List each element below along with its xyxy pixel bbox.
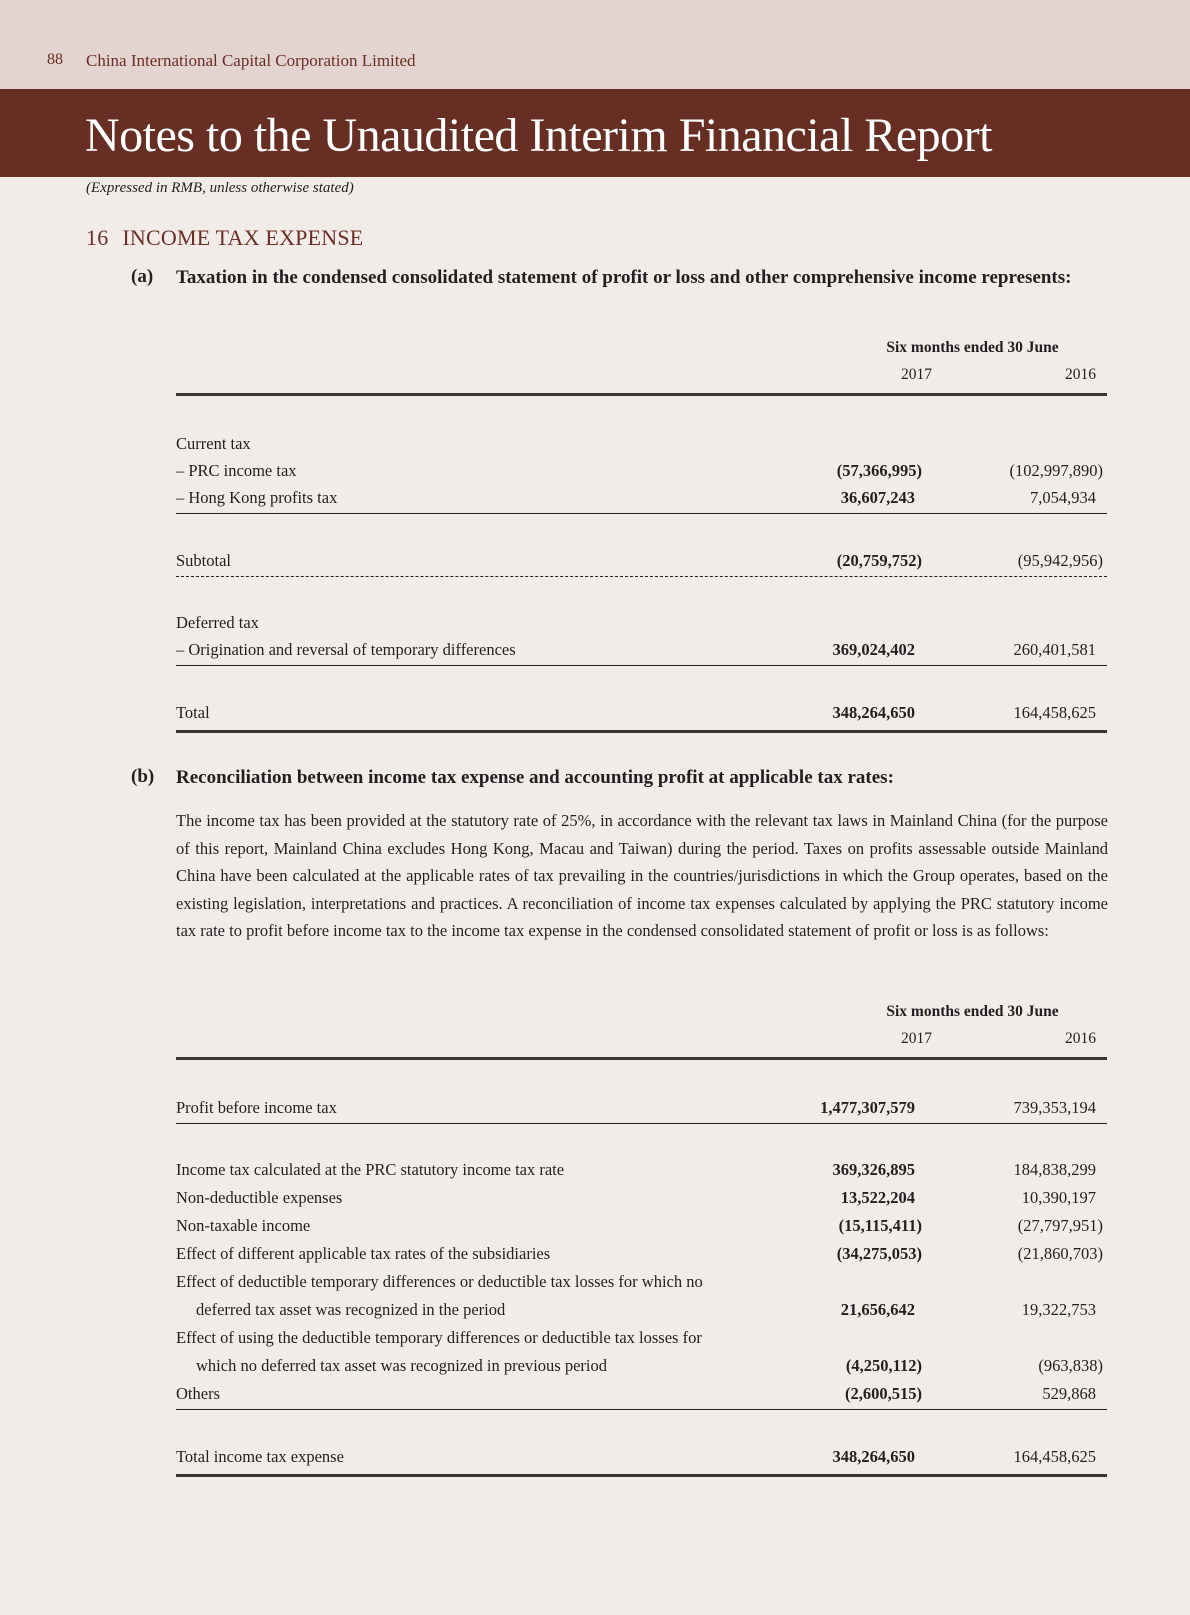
table-row: Total income tax expense 348,264,650 164,458,625 (176, 1447, 1096, 1466)
currency-note: (Expressed in RMB, unless otherwise stated) (86, 180, 354, 196)
year-2017-header: 2017 (901, 1030, 932, 1047)
table-row: Profit before income tax 1,477,307,579 739,353,194 (176, 1098, 1096, 1117)
table-row: Effect of using the deductible temporary differences or deductible tax losses for (176, 1328, 702, 1347)
row-rule (176, 1123, 1107, 1124)
table-row: – Origination and reversal of temporary differences 369,024,402 260,401,581 (176, 640, 1096, 659)
total-rule (176, 730, 1107, 733)
table-row: Current tax (176, 434, 251, 453)
table-row: Effect of different applicable tax rates of the subsidiaries (34,275,053) (21,860,703) (176, 1244, 1103, 1263)
table-row: Effect of deductible temporary differences or deductible tax losses for which no (176, 1272, 703, 1291)
table-row: which no deferred tax asset was recognized in previous period (4,250,112) (963,838) (196, 1356, 1103, 1375)
table-row: deferred tax asset was recognized in the period 21,656,642 19,322,753 (196, 1300, 1096, 1319)
section-title (86, 225, 363, 251)
header-rule (176, 393, 1107, 396)
part-b-heading: Reconciliation between income tax expense and accounting profit at applicable tax rates: (176, 767, 894, 788)
company-name: China International Capital Corporation Limited (86, 51, 416, 70)
year-2016-header: 2016 (1065, 1030, 1096, 1047)
header-rule (176, 1057, 1107, 1060)
dashed-rule (176, 576, 1107, 577)
table-row: Income tax calculated at the PRC statutory income tax rate 369,326,895 184,838,299 (176, 1160, 1096, 1179)
table-row: Total 348,264,650 164,458,625 (176, 703, 1096, 722)
row-rule (176, 665, 1107, 666)
row-rule (176, 1409, 1107, 1410)
table-row: Subtotal (20,759,752) (95,942,956) (176, 551, 1103, 570)
year-2016-header: 2016 (1065, 366, 1096, 383)
year-2017-header: 2017 (901, 366, 932, 383)
page-title: Notes to the Unaudited Interim Financial Report (85, 109, 992, 162)
row-rule (176, 513, 1107, 514)
section-title-text: INCOME TAX EXPENSE (122, 225, 364, 250)
table-row: – PRC income tax (57,366,995) (102,997,890) (176, 461, 1103, 480)
table-row: – Hong Kong profits tax 36,607,243 7,054,934 (176, 488, 1096, 507)
part-a-heading: Taxation in the condensed consolidated statement of profit or loss and other comprehensive income represents: (176, 267, 1072, 288)
part-b-marker: (b) (131, 766, 155, 787)
table-row: Others (2,600,515) 529,868 (176, 1384, 1096, 1403)
period-header: Six months ended 30 June (886, 1003, 1059, 1020)
reconciliation-paragraph: The income tax has been provided at the statutory rate of 25%, in accordance with the relevant tax laws in Mainland China (for the purpose of this report, Mainland China excludes Hong Kong, Macau and Taiwan) during the period. Taxes on profits assessable outside Mainland China have been calculated at the applicable rates of tax prevailing in the countries/jurisdictions in which the Group operates, based on the existing legislation, interpretations and practices. A reconciliation of income tax expenses calculated by applying the PRC statutory income tax rate to profit before income tax to the income tax expense in the condensed consolidated statement of profit or loss is as follows: (176, 811, 1108, 940)
section-number: 16 (86, 225, 109, 250)
top-band (0, 0, 1190, 89)
period-header: Six months ended 30 June (886, 339, 1059, 356)
table-row: Non-deductible expenses 13,522,204 10,390,197 (176, 1188, 1096, 1207)
page-number: 88 (47, 51, 63, 68)
table-row: Deferred tax (176, 613, 259, 632)
total-rule (176, 1474, 1107, 1477)
table-row: Non-taxable income (15,115,411) (27,797,951) (176, 1216, 1103, 1235)
part-a-marker: (a) (131, 266, 154, 287)
